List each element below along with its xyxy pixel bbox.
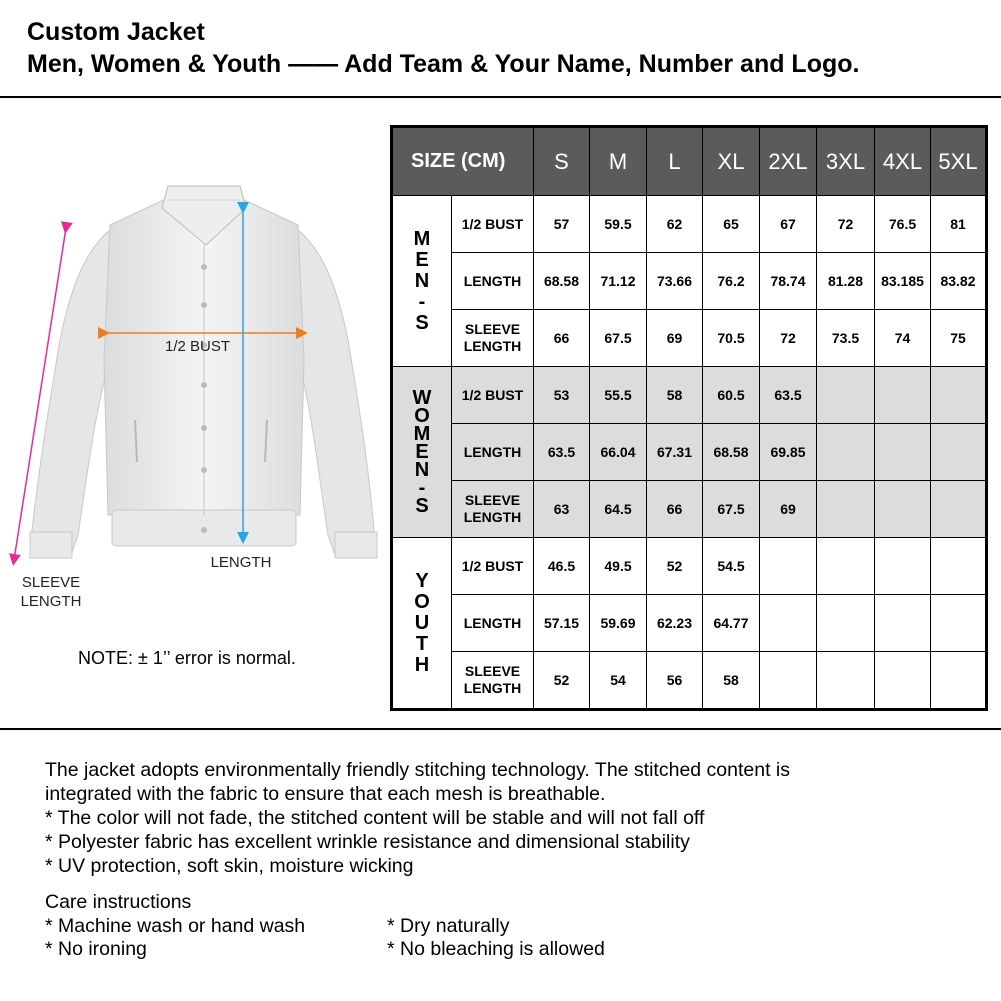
group-label-letter: -: [418, 477, 426, 499]
sleeve-label-line1: SLEEVE: [21, 574, 81, 591]
group-label-letter: O: [414, 590, 430, 613]
care-item: * No bleaching is allowed: [387, 938, 605, 960]
group-label-letter: O: [414, 405, 430, 427]
left-sleeve: [30, 230, 110, 558]
table-row: [392, 481, 987, 538]
table-row: [392, 196, 987, 253]
feature-item: * UV protection, soft skin, moisture wicking: [45, 855, 414, 877]
group-label-letter: T: [415, 632, 429, 655]
empty-cell: [875, 367, 931, 424]
size-value-cell: 62: [647, 196, 703, 253]
size-value-cell: 55.5: [590, 367, 647, 424]
measure-label: LENGTH: [452, 424, 534, 481]
size-value-cell: 64.77: [703, 595, 760, 652]
empty-cell: [875, 595, 931, 652]
empty-cell: [875, 481, 931, 538]
group-label-letter: W: [412, 387, 432, 409]
empty-cell: [875, 538, 931, 595]
size-value-cell: 59.69: [590, 595, 647, 652]
size-value-cell: 52: [534, 652, 590, 710]
size-value-cell: 74: [875, 310, 931, 367]
size-value-cell: 62.23: [647, 595, 703, 652]
empty-cell: [817, 367, 875, 424]
table-row: [392, 310, 987, 367]
empty-cell: [817, 424, 875, 481]
group-label-letter: Y: [415, 569, 429, 592]
size-value-cell: 63.5: [534, 424, 590, 481]
measure-label: 1/2 BUST: [452, 196, 534, 253]
feature-item: * The color will not fade, the stitched content will be stable and will not fall off: [45, 807, 705, 829]
middle-divider: [0, 728, 1001, 730]
size-value-cell: 64.5: [590, 481, 647, 538]
empty-cell: [931, 367, 987, 424]
care-title: Care instructions: [45, 891, 192, 913]
size-value-cell: 52: [647, 538, 703, 595]
size-column-header: 3XL: [817, 127, 875, 196]
jacket-illustration: [0, 170, 385, 620]
size-value-cell: 49.5: [590, 538, 647, 595]
size-value-cell: 67.31: [647, 424, 703, 481]
size-value-cell: 58: [703, 652, 760, 710]
empty-cell: [931, 652, 987, 710]
right-sleeve: [298, 230, 376, 558]
size-value-cell: 68.58: [534, 253, 590, 310]
group-label-letter: S: [415, 311, 429, 334]
table-row: [392, 595, 987, 652]
empty-cell: [931, 538, 987, 595]
group-label-letter: M: [413, 227, 431, 250]
size-value-cell: 72: [817, 196, 875, 253]
group-label-letter: N: [414, 269, 430, 292]
size-value-cell: 46.5: [534, 538, 590, 595]
size-value-cell: 66: [647, 481, 703, 538]
size-value-cell: 69: [760, 481, 817, 538]
error-note: NOTE: ± 1’’ error is normal.: [78, 648, 296, 668]
size-value-cell: 53: [534, 367, 590, 424]
empty-cell: [931, 424, 987, 481]
empty-cell: [817, 538, 875, 595]
table-row: [392, 538, 987, 595]
size-value-cell: 65: [703, 196, 760, 253]
care-item: * Machine wash or hand wash: [45, 914, 306, 937]
group-label-letter: N: [414, 459, 430, 481]
size-value-cell: 54: [590, 652, 647, 710]
size-table: [390, 125, 988, 711]
size-value-cell: 81: [931, 196, 987, 253]
page-title: Custom Jacket: [27, 18, 205, 46]
top-divider: [0, 96, 1001, 98]
size-value-cell: 63.5: [760, 367, 817, 424]
group-label-letter: U: [414, 611, 430, 634]
size-value-cell: 66: [534, 310, 590, 367]
empty-cell: [760, 538, 817, 595]
measure-label: SLEEVE LENGTH: [452, 481, 534, 538]
size-value-cell: 57: [534, 196, 590, 253]
size-value-cell: 60.5: [703, 367, 760, 424]
empty-cell: [875, 424, 931, 481]
empty-cell: [817, 595, 875, 652]
group-label: [392, 538, 452, 710]
length-label: LENGTH: [210, 554, 272, 571]
description-line: The jacket adopts environmentally friendly stitching technology. The stitched content is: [45, 759, 791, 781]
group-label-letter: -: [418, 290, 426, 313]
group-label: [392, 367, 452, 538]
measure-label: 1/2 BUST: [452, 538, 534, 595]
size-value-cell: 71.12: [590, 253, 647, 310]
group-label-letter: M: [413, 423, 431, 445]
care-item: * Dry naturally: [387, 914, 510, 937]
empty-cell: [931, 595, 987, 652]
size-value-cell: 83.185: [875, 253, 931, 310]
empty-cell: [817, 652, 875, 710]
jacket-image: [0, 170, 385, 620]
description-line: integrated with the fabric to ensure that each mesh is breathable.: [45, 783, 606, 805]
measure-label: SLEEVE LENGTH: [452, 652, 534, 710]
empty-cell: [931, 481, 987, 538]
size-value-cell: 70.5: [703, 310, 760, 367]
table-row: [392, 253, 987, 310]
size-column-header: S: [534, 127, 590, 196]
page-subtitle: Men, Women & Youth —— Add Team & Your Name, Number and Logo.: [27, 50, 860, 78]
measure-label: SLEEVE LENGTH: [452, 310, 534, 367]
size-value-cell: 67: [760, 196, 817, 253]
group-label: [392, 196, 452, 367]
size-value-cell: 63: [534, 481, 590, 538]
size-value-cell: 59.5: [590, 196, 647, 253]
size-value-cell: 57.15: [534, 595, 590, 652]
empty-cell: [875, 652, 931, 710]
size-column-header: 4XL: [875, 127, 931, 196]
size-value-cell: 83.82: [931, 253, 987, 310]
group-label-letter: H: [414, 653, 430, 676]
measure-label: LENGTH: [452, 253, 534, 310]
table-row: [392, 367, 987, 424]
size-column-header: M: [590, 127, 647, 196]
size-column-header: 2XL: [760, 127, 817, 196]
size-value-cell: 76.2: [703, 253, 760, 310]
empty-cell: [760, 652, 817, 710]
empty-cell: [760, 595, 817, 652]
sleeve-label: [10, 573, 92, 611]
header: [27, 16, 859, 80]
measure-label: 1/2 BUST: [452, 367, 534, 424]
bust-label: 1/2 BUST: [164, 338, 231, 355]
size-value-cell: 75: [931, 310, 987, 367]
feature-item: * Polyester fabric has excellent wrinkle resistance and dimensional stability: [45, 831, 690, 853]
care-item: * No ironing: [45, 938, 147, 960]
care-instructions: [45, 891, 605, 962]
size-value-cell: 68.58: [703, 424, 760, 481]
size-value-cell: 76.5: [875, 196, 931, 253]
size-value-cell: 67.5: [703, 481, 760, 538]
size-value-cell: 67.5: [590, 310, 647, 367]
size-value-cell: 58: [647, 367, 703, 424]
size-value-cell: 69: [647, 310, 703, 367]
size-value-cell: 69.85: [760, 424, 817, 481]
size-value-cell: 54.5: [703, 538, 760, 595]
size-value-cell: 78.74: [760, 253, 817, 310]
size-value-cell: 72: [760, 310, 817, 367]
size-column-header: 5XL: [931, 127, 987, 196]
size-column-header: XL: [703, 127, 760, 196]
size-value-cell: 81.28: [817, 253, 875, 310]
size-value-cell: 56: [647, 652, 703, 710]
size-value-cell: 73.66: [647, 253, 703, 310]
group-label-letter: E: [415, 441, 429, 463]
product-description: [45, 758, 790, 878]
measure-label: LENGTH: [452, 595, 534, 652]
table-row: [392, 424, 987, 481]
sleeve-label-line2: LENGTH: [20, 593, 82, 610]
empty-cell: [817, 481, 875, 538]
size-header-label: SIZE (CM): [392, 127, 534, 196]
table-row: [392, 652, 987, 710]
size-column-header: L: [647, 127, 703, 196]
group-label-letter: S: [415, 495, 429, 517]
group-label-letter: E: [415, 248, 429, 271]
size-value-cell: 73.5: [817, 310, 875, 367]
size-value-cell: 66.04: [590, 424, 647, 481]
